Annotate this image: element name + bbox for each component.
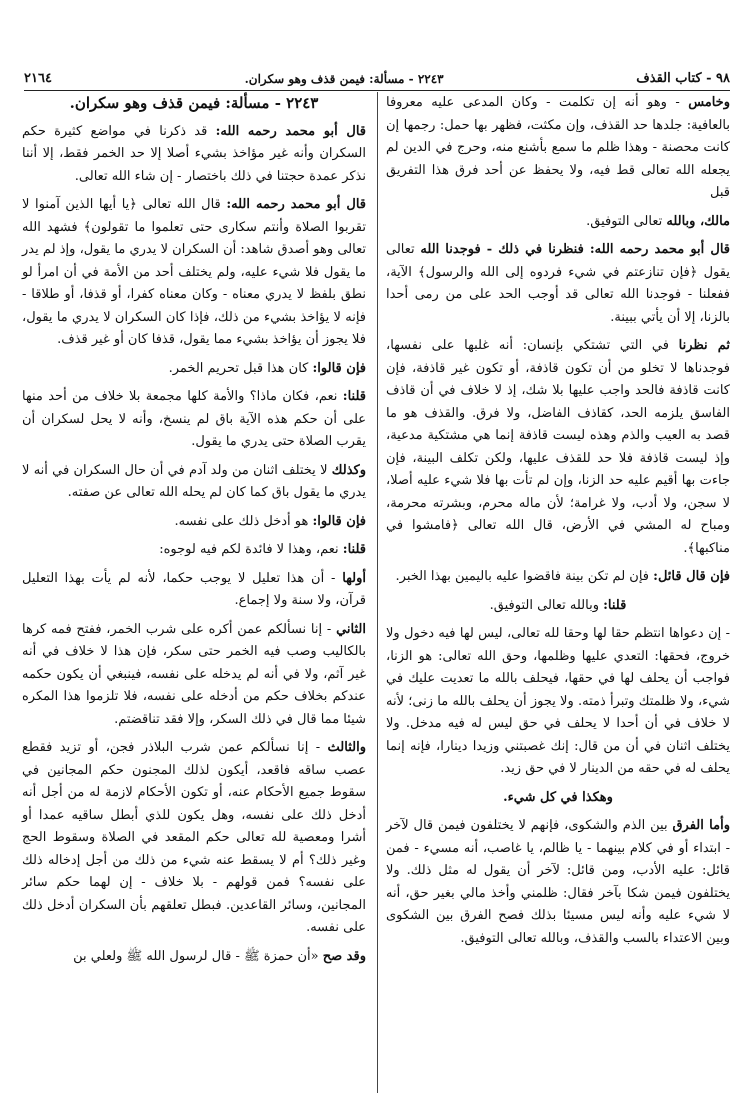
paragraph-lead: قال أبو محمد رحمه الله: [215,123,366,139]
paragraph-lead: قال أبو محمد رحمه الله: [226,197,366,212]
paragraph-lead: وقد صح [322,948,366,964]
paragraph-text: «أن حمزة ﷺ - قال لرسول الله ﷺ ولعلي بن [73,948,323,964]
paragraph [22,946,366,969]
paragraph [386,566,730,589]
paragraph [22,358,366,381]
column-divider [377,92,378,1093]
paragraph-lead: قلنا: [342,389,366,404]
paragraph-text: - إنا نسألكم عمن شرب البلاذر فجن، أو تزيد فقطع عصب ساقه فاقعد، أيكون لذلك المجنون حكم المجانين في سقوط جميع الأحكام عنه، أو تكون الأحكام لازمة له من أجل أنه أدخل ذلك على نفسه، وهل يكون للذي أبطل ساقيه عمدا أو أشرا ومعصية لله تعالى حكم المقعد في الصلاة وسقوط الحج وغير ذلك؟ أم لا يسقط عنه شيء من ذلك من أجل إدخاله ذلك على نفسه؟ فمن قولهم - بلا خلاف - إن لهما حكم سائر المجانين، وسائر القاعدين. فبطل تعلقهم بأن السكران أدخل ذلك على نفسه. [22,740,366,935]
paragraph [386,239,730,329]
paragraph-lead: الثاني [336,621,366,637]
paragraph [386,815,730,950]
paragraph-text: لا يختلف اثنان من ولد آدم في أن حال السكران في أنه لا يدري ما يقول باق كما كان لم يحله الله تعالى عن صفته. [22,462,366,500]
paragraph [386,787,730,810]
paragraph [386,211,730,234]
paragraph-lead: قلنا: [342,542,366,557]
paragraph [22,737,366,940]
paragraph [22,194,366,352]
paragraph [22,539,366,562]
paragraph-lead: فإن قال قائل: [653,569,730,584]
paragraph-text: وبالله تعالى التوفيق. [489,597,604,613]
header-right-page-label: ٩٨ - كتاب القذف [636,71,730,86]
paragraph-lead: مالك، وبالله [666,213,730,229]
paragraph-lead: والثالث [327,740,366,755]
paragraph-lead: فإن قالوا: [312,360,366,376]
paragraph [22,619,366,732]
paragraph-text: قال الله تعالى ﴿يا أيها الذين آمنوا لا تقربوا الصلاة وأنتم سكارى حتى تعلموا ما تقولون﴾ فشهد الله تعالى وهو أصدق شاهد: أن السكران لا يدري ما يقول، وإذ لم يدر ما يقول فلا شيء عليه، ولم يختلف أحد من الأمة في أن امرأ لو نطق بلفظ لا يدري معناه - وكان معناه كفرا، أو قذفا، أو طلاقا - فإنه لا يؤاخذ بشيء من ذلك، فإذا كان السكران لا يدري ما يقول، فلا يجوز أن يؤاخذ بشيء مما يقول، قذفا كان أو غير قذف. [22,197,366,347]
paragraph-text: - أن هذا تعليل لا يوجب حكما، لأنه لم يأت بهذا التعليل قرآن، ولا سنة ولا إجماع. [22,570,366,608]
section-title: ٢٢٤٣ - مسألة: فيمن قذف وهو سكران. [69,94,319,112]
paragraph-lead: فإن قالوا: [312,513,366,529]
paragraph-text: كان هذا قبل تحريم الخمر. [168,360,313,376]
paragraph [386,623,730,781]
paragraph-text: تعالى يقول ﴿فإن تنازعتم في شيء فردوه إلى الله والرسول﴾ الآية، ففعلنا - فوجدنا الله تعالى قد أوجب الحد على من رمى أحدا بالزنا، إلا أن يأتي ببينة. [386,242,730,325]
header-running-title: ٢٢٤٣ - مسألة: فيمن قذف وهو سكران. [244,72,444,86]
paragraph-text: في التي تشتكي بإنسان: أنه غلبها على نفسها، فوجدناها لا تخلو من أن تكون قاذفة، أو تكون غير قاذفة، فإن كانت قاذفة فالحد واجب عليها بلا شك، إذ لا خلاف في أن قاذف الفاسق يلزمه الحد، كقاذف الفاضل، ولا فرق. والقذف هو ما قصد به العيب والذم وهذه ليست قاذفة إنما هي مشتكية مدعية، وإذ ليست قاذفة فلا حد للقذف عليها، ولكن تكلف البينة، فإن جاءت بها أقيم عليه حد الزنا، وإن لم تأت بها فلا شيء عليه أصلا، لا سجن، ولا أدب، ولا غرامة؛ لأن ماله محرم، وبشرته محرمة، ومباح له المشي في الأرض، قال الله تعالى ﴿فامشوا في مناكبها﴾. [386,338,730,556]
paragraph-lead: وأما الفرق [672,818,730,833]
paragraph [386,595,730,618]
paragraph-text: فإن لم تكن بينة فاقضوا عليه باليمين بهذا الخبر. [395,569,654,584]
paragraph [386,92,730,205]
paragraph [22,460,366,505]
paragraph [22,386,366,454]
paragraph-text: هو أدخل ذلك على نفسه. [174,513,313,529]
paragraph-lead: ثم نظرنا [678,338,730,353]
paragraph-text: - وهو أنه إن تكلمت - وكان المدعى عليه معروفا بالعافية: جلدها حد القذف، وإن مكثت، فظهر بها حمل: رجمها إن كانت محصنة - وهذا ظلم ما سمع بأشنع منه، وحرج في الدين لم يجعله الله تعالى قط فيه، ولا يحفظ عن أحد فرق هذا التفريق قبل [386,95,730,200]
left-column [22,92,366,1092]
paragraph-text: نعم، فكان ماذا؟ والأمة كلها مجمعة بلا خلاف من أحد منها على أن حكم هذه الآية باق لم ينسخ، وأنه لا يحل لسكران أن يقرب الصلاة حتى يدري ما يقول. [22,389,366,449]
paragraph [22,568,366,613]
paragraph-lead: قال أبو محمد رحمه الله: فنظرنا في ذلك - فوجدنا الله [420,242,730,257]
paragraph [386,335,730,560]
paragraph-lead: أولها [342,570,366,586]
paragraph [22,121,366,189]
paragraph-lead: وهكذا في كل شيء. [503,789,613,805]
paragraph-text: نعم، وهذا لا فائدة لكم فيه لوجوه: [159,542,343,557]
paragraph-text: - إن دعواها انتظم حقا لها وحقا لله تعالى، ليس لها فيه دخول ولا خروج، فحقها: التعدي عليها وظلمها، وحق الله تعالى: هو الزنا، فواجب أن يحلف لها في حقها، فيحلف بالله ما تعديت عليك في شيء، ولا ظلمتك وتبرأ ذمته. ولا يجوز أن يحلف بالله ما زنى؛ لأنه لا خلاف في أن أحدا لا يحلف في حق ليس له فيه مدخل. ولا يختلف اثنان في أن من قال: إنك غصبتني وزيدا دينارا، فإنه إنما يحلف له في حقه من الدينار لا في حق زيد. [386,626,730,776]
paragraph [22,511,366,534]
paragraph-lead: قلنا: [603,597,627,613]
paragraph-text: - إنا نسألكم عمن أكره على شرب الخمر، ففتح فمه كرها بالكاليب وصب فيه الخمر حتى سكر، فإن هذا لا خلاف في أنه غير آثم، ولا في أنه لم يدخله على نفسه، فينبغي أن يكون حكمه عندكم بخلاف حكم من أدخله على نفسه، فلا تلزموا هذا المكره شيئا مما قال في ذلك السكر، وإلا فقد تناقضتم. [22,621,366,727]
page-header [24,56,730,91]
paragraph-lead: وكذلك [331,462,366,478]
paragraph-text: بين الذم والشكوى، فإنهم لا يختلفون فيمن قال لآخر - ابتداء أو في كلام بينهما - يا ظالم، يا غاصب، أنه مسيء - فمن قائل: عليه الأدب، ومن قائل: لآخر أن يقول له مثل ذلك. ولا يختلفون فيمن شكا بآخر فقال: ظلمني وأخذ مالي بغير حق، أنه لا شيء عليه وأنه ليس مسيئا بذلك فصح الفرق بين الشكوى وبين الاعتداء بالسب والقذف، وبالله تعالى التوفيق. [386,818,730,946]
header-left-page-number: ٢١٦٤ [24,71,52,86]
paragraph-text: تعالى التوفيق. [586,213,667,229]
paragraph-lead: وخامس [688,95,730,110]
paragraph-text: قد ذكرنا في مواضع كثيرة حكم السكران وأنه غير مؤاخذ بشيء أصلا إلا حد الخمر فقط، إلا أننا نذكر عمدة حجتنا في ذلك باختصار - إن شاء الله تعالى. [22,123,366,184]
right-column [386,92,730,1092]
